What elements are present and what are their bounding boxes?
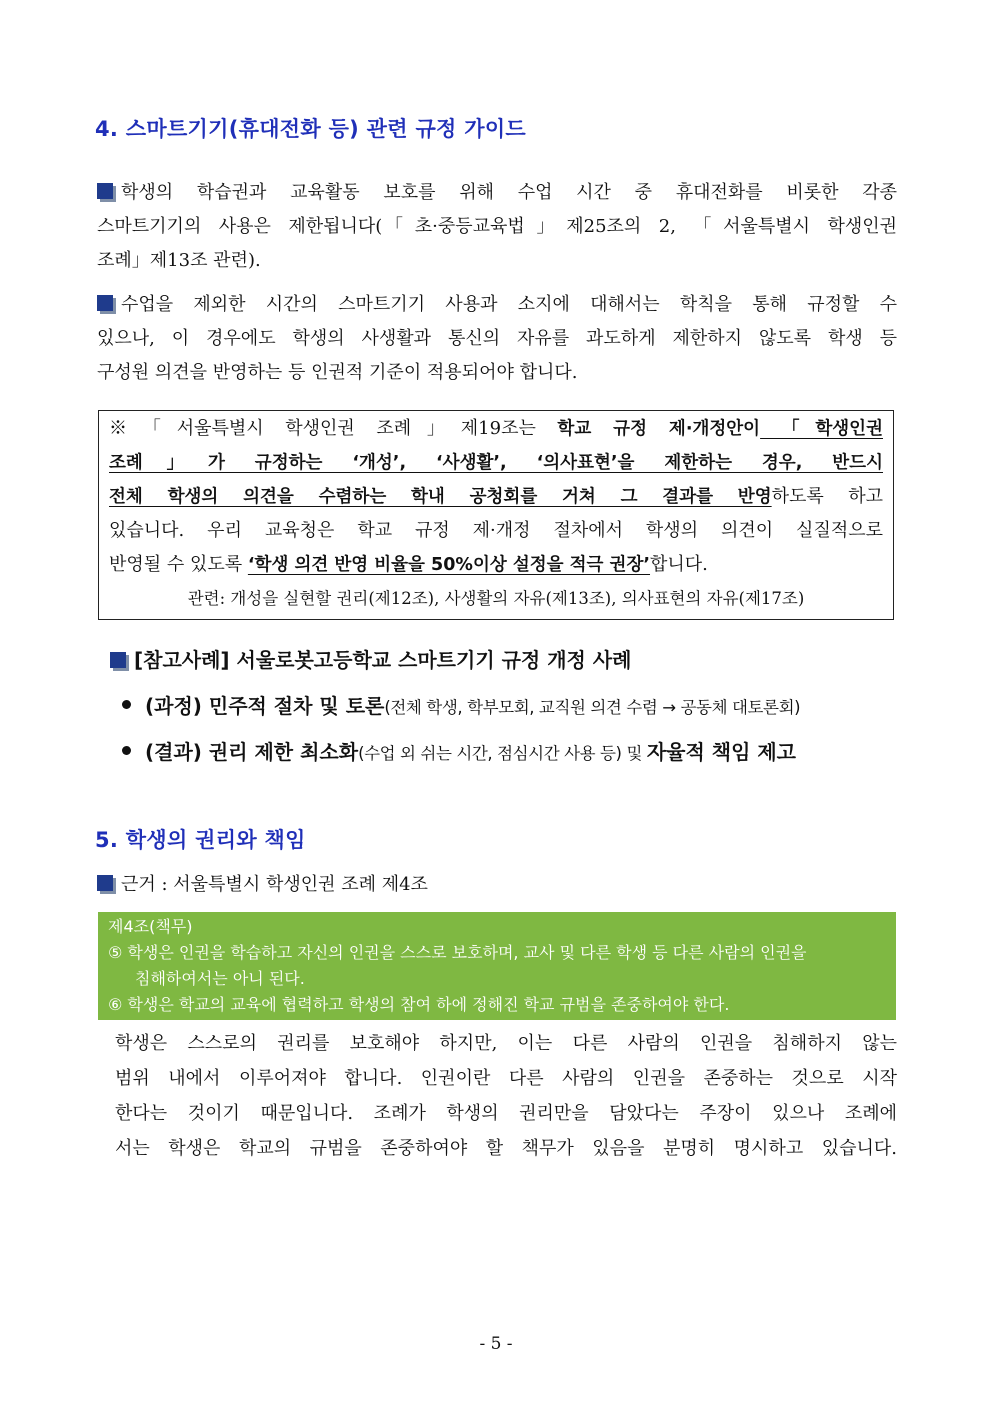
s5-line1: 학생은 스스로의 권리를 보호해야 하지만, 이는 다른 사람의 인권을 침해하지 않는	[115, 1033, 897, 1054]
note-line3	[99, 480, 893, 514]
basis-line	[97, 868, 428, 902]
note-line5	[99, 548, 893, 582]
paragraph-outside-class-usage	[97, 288, 897, 390]
note-line1-text: ※「서울특별시 학생인권 조례」제19조는	[109, 418, 558, 439]
dot-bullet-icon	[122, 746, 131, 755]
article-item6: ⑥ 학생은 학교의 교육에 협력하고 학생의 참여 하에 정해진 학교 규범을 존중하여야 한다.	[108, 995, 730, 1014]
note-line4: 있습니다. 우리 교육청은 학교 규정 제·개정 절차에서 학생의 의견이 실질적으로	[109, 520, 883, 541]
section-5-heading: 5. 학생의 권리와 책임	[95, 828, 306, 852]
note-line1-underlined: 「학생인권	[760, 419, 883, 439]
article-item5-cont: 침해하여서는 아니 된다.	[135, 969, 305, 988]
s5-line4: 서는 학생은 학교의 규범을 존중하여야 할 책무가 있음을 분명히 명시하고 있습니다.	[115, 1138, 897, 1159]
s5-line2: 범위 내에서 이루어져야 합니다. 인권이란 다른 사람의 인권을 존중하는 것으로 시작	[115, 1068, 897, 1089]
note-line1-bold: 학교 규정 제·개정안이	[557, 419, 761, 439]
case-item-process	[122, 690, 800, 719]
para1-line3: 조례」제13조 관련).	[97, 250, 261, 271]
case-item1-label: (과정) 민주적 절차 및 토론	[145, 694, 385, 718]
note-line3-bold: 전체 학생의 의견을 수렴하는 학내 공청회를 거쳐 그 결과를 반영	[109, 487, 772, 507]
note-line5-text: 반영될 수 있도록	[109, 554, 248, 575]
page-number: - 5 -	[479, 1334, 513, 1354]
ordinance-note-box	[98, 410, 894, 620]
para2-line2: 있으나, 이 경우에도 학생의 사생활과 통신의 자유를 과도하게 제한하지 않도록 학생 등	[97, 328, 897, 349]
note-line2: 조례」가 규정하는 ‘개성’, ‘사생활’, ‘의사표현’을 제한하는 경우, 반드시	[109, 453, 883, 473]
square-bullet-icon	[97, 295, 113, 311]
basis-text: 근거 : 서울특별시 학생인권 조례 제4조	[121, 874, 428, 895]
para1-line2: 스마트기기의 사용은 제한됩니다(「초·중등교육법」제25조의 2, 「서울특별시 학생인권	[97, 216, 897, 237]
case-item2-label: (결과) 권리 제한 최소화	[145, 740, 359, 764]
paragraph-smart-device-restriction	[97, 176, 897, 278]
note-line1	[99, 412, 893, 446]
case-study-heading	[110, 644, 631, 673]
para1-line1: 학생의 학습권과 교육활동 보호를 위해 수업 시간 중 휴대전화를 비롯한 각종	[121, 182, 897, 203]
article-title: 제4조(책무)	[108, 917, 193, 936]
case-item2-text: (수업 외 쉬는 시간, 점심시간 사용 등) 및	[358, 744, 647, 763]
article-item5: ⑤ 학생은 인권을 학습하고 자신의 인권을 스스로 보호하며, 교사 및 다른 학생 등 다른 사람의 인권을	[108, 943, 807, 962]
square-bullet-icon	[97, 875, 113, 891]
note-related-articles: 관련: 개성을 실현할 권리(제12조), 사생활의 자유(제13조), 의사표현의 자유(제17조)	[187, 589, 805, 608]
case-item-result	[122, 736, 796, 765]
case-item1-text: (전체 학생, 학부모회, 교직원 의견 수렴 → 공동체 대토론회)	[384, 698, 801, 717]
note-line3-text: 하도록 하고	[771, 486, 883, 507]
case-item2-bold: 자율적 책임 제고	[646, 740, 796, 764]
dot-bullet-icon	[122, 700, 131, 709]
para2-line3: 구성원 의견을 반영하는 등 인권적 기준이 적용되어야 합니다.	[97, 362, 578, 383]
section-4-heading: 4. 스마트기기(휴대전화 등) 관련 규정 가이드	[95, 117, 527, 141]
case-study-title: [참고사례] 서울로봇고등학교 스마트기기 규정 개정 사례	[134, 648, 632, 672]
article-4-box	[98, 912, 896, 1020]
square-bullet-icon	[97, 183, 113, 199]
paragraph-rights-responsibility	[115, 1026, 897, 1166]
square-bullet-icon	[110, 652, 126, 668]
s5-line3: 한다는 것이기 때문입니다. 조례가 학생의 권리만을 담았다는 주장이 있으나 조례에	[115, 1103, 897, 1124]
note-line5-bold: ‘학생 의견 반영 비율을 50%이상 설정을 적극 권장’	[247, 555, 651, 575]
note-line5-end: 합니다.	[650, 554, 708, 575]
para2-line1: 수업을 제외한 시간의 스마트기기 사용과 소지에 대해서는 학칙을 통해 규정할 수	[121, 294, 897, 315]
